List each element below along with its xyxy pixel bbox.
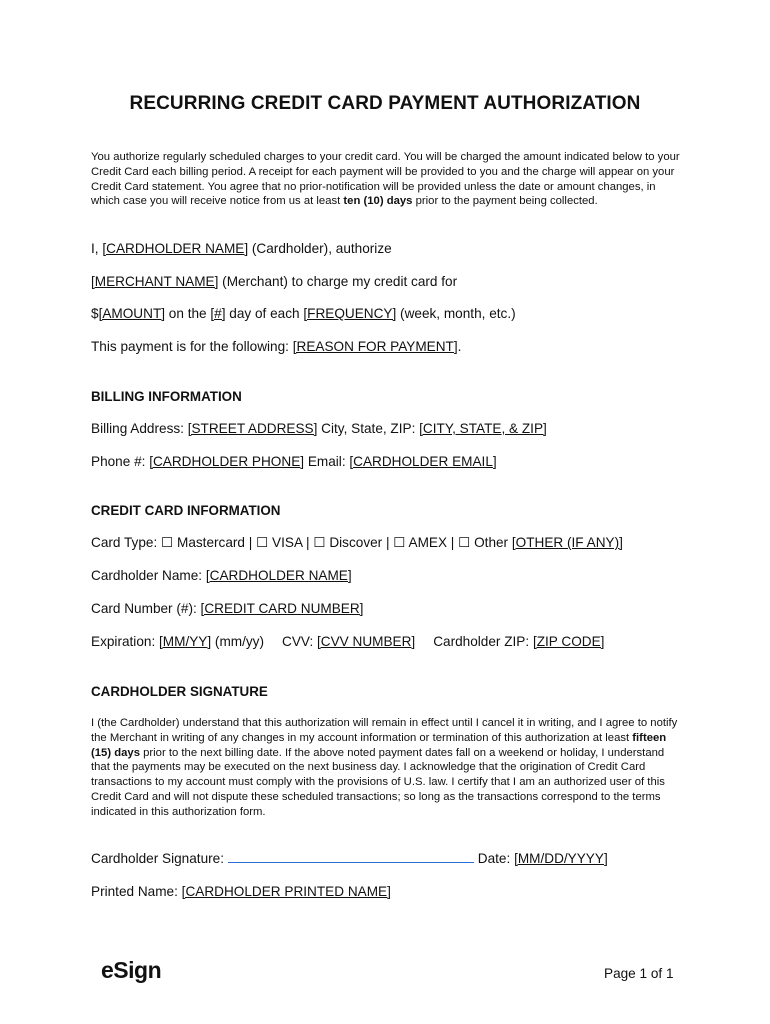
card-number-field[interactable]: [CREDIT CARD NUMBER] [200,601,364,616]
auth-line-text: on the [165,306,211,321]
cvv-field[interactable]: [CVV NUMBER] [317,634,416,649]
signature-text-end: prior to the next billing date. If the above noted payment dates fall on a weekend or holiday, I understand that the payments may be executed on the next business day. I acknowledge that the origination of Credit Card transactions to my account must comply with the provisions of U.S. law. I certify that I am an authorized user of this Credit Card and will not dispute these scheduled transactions; so long as the transactions correspond to the terms indicated in this authorization form. [91,746,665,818]
city-state-zip-field[interactable]: [CITY, STATE, & ZIP] [419,421,547,436]
auth-line-text: . [457,339,462,354]
signature-paragraph [91,716,681,820]
printed-name-line [91,883,691,901]
street-address-field[interactable]: [STREET ADDRESS] [187,421,318,436]
intro-text-end: prior to the payment being collected. [412,195,598,208]
frequency-field[interactable]: [FREQUENCY] [303,306,397,321]
signature-heading: CARDHOLDER SIGNATURE [91,684,268,699]
intro-notice-period: ten (10) days [343,195,413,208]
intro-text: You authorize regularly scheduled charges to your credit card. You will be charged the amount indicated below to your Credit Card each billing period. A receipt for each payment will be provided to you and the charge will appear on your Credit Card statement. You agree that no prior-notification will be provided unless the date or amount changes, in which case you will receive notice from us at least [91,151,680,208]
auth-line-text: day of each [225,306,304,321]
card-number-label: Card Number (#): [91,601,201,616]
card-type-visa-checkbox[interactable]: ☐ VISA | [256,535,314,550]
card-type-mastercard-checkbox[interactable]: ☐ Mastercard | [161,535,257,550]
credit-card-heading: CREDIT CARD INFORMATION [91,503,281,518]
zip-field[interactable]: [ZIP CODE] [532,634,605,649]
auth-line-amount [91,305,691,323]
reason-field[interactable]: [REASON FOR PAYMENT] [292,339,458,354]
card-cardholder-name-field[interactable]: [CARDHOLDER NAME] [205,568,352,583]
phone-field[interactable]: [CARDHOLDER PHONE] [149,454,305,469]
billing-heading: BILLING INFORMATION [91,389,242,404]
date-label: Date: [477,851,515,866]
auth-line-text: I, [91,241,103,256]
date-field[interactable]: [MM/DD/YYYY] [514,851,608,866]
dollar-sign: $ [91,306,99,321]
page-number: Page 1 of 1 [604,966,674,981]
card-type-other-checkbox[interactable]: ☐ Other [458,535,512,550]
zip-label: Cardholder ZIP: [433,634,533,649]
card-type-amex-checkbox[interactable]: ☐ AMEX | [393,535,459,550]
intro-paragraph [91,150,681,209]
signature-field[interactable] [228,850,474,863]
email-label: Email: [304,454,350,469]
auth-line-reason [91,338,691,356]
other-card-field[interactable]: [OTHER (IF ANY)] [511,535,623,550]
auth-line-merchant [91,273,691,291]
document-title: RECURRING CREDIT CARD PAYMENT AUTHORIZATION [129,93,641,114]
expiration-label: Expiration: [91,634,160,649]
esign-logo: eSign [101,957,162,983]
billing-address-line [91,420,691,438]
auth-line-text: (Merchant) to charge my credit card for [218,274,458,289]
amount-field[interactable]: [AMOUNT] [98,306,166,321]
card-type-discover-checkbox[interactable]: ☐ Discover | [313,535,394,550]
expiration-line [91,633,691,651]
cardholder-name-line [91,567,691,585]
auth-line-cardholder [91,240,691,258]
day-field[interactable]: [#] [210,306,226,321]
auth-line-text: This payment is for the following: [91,339,293,354]
billing-address-label: Billing Address: [91,421,188,436]
expiration-hint: (mm/yy) [211,634,264,649]
cvv-label: CVV: [282,634,317,649]
printed-name-field[interactable]: [CARDHOLDER PRINTED NAME] [181,884,391,899]
cardholder-name-field[interactable]: [CARDHOLDER NAME] [102,241,249,256]
card-number-line [91,600,691,618]
auth-line-text: (week, month, etc.) [396,306,516,321]
merchant-name-field[interactable]: [MERCHANT NAME] [91,274,219,289]
signature-notice-period: fifteen (15) days [91,731,667,759]
signature-text: I (the Cardholder) understand that this authorization will remain in effect until I cancel it in writing, and I agree to notify the Merchant in writing of any changes in my account information or termination of this authorization at least [91,717,678,744]
city-label: City, State, ZIP: [317,421,420,436]
expiration-field[interactable]: [MM/YY] [159,634,212,649]
cardholder-name-label: Cardholder Name: [91,568,206,583]
card-type-label: Card Type: [91,535,162,550]
printed-name-label: Printed Name: [91,884,182,899]
card-type-line [91,534,691,552]
signature-line [91,850,691,868]
auth-line-text: (Cardholder), authorize [248,241,392,256]
signature-label: Cardholder Signature: [91,851,228,866]
billing-contact-line [91,453,691,471]
email-field[interactable]: [CARDHOLDER EMAIL] [349,454,497,469]
phone-label: Phone #: [91,454,150,469]
